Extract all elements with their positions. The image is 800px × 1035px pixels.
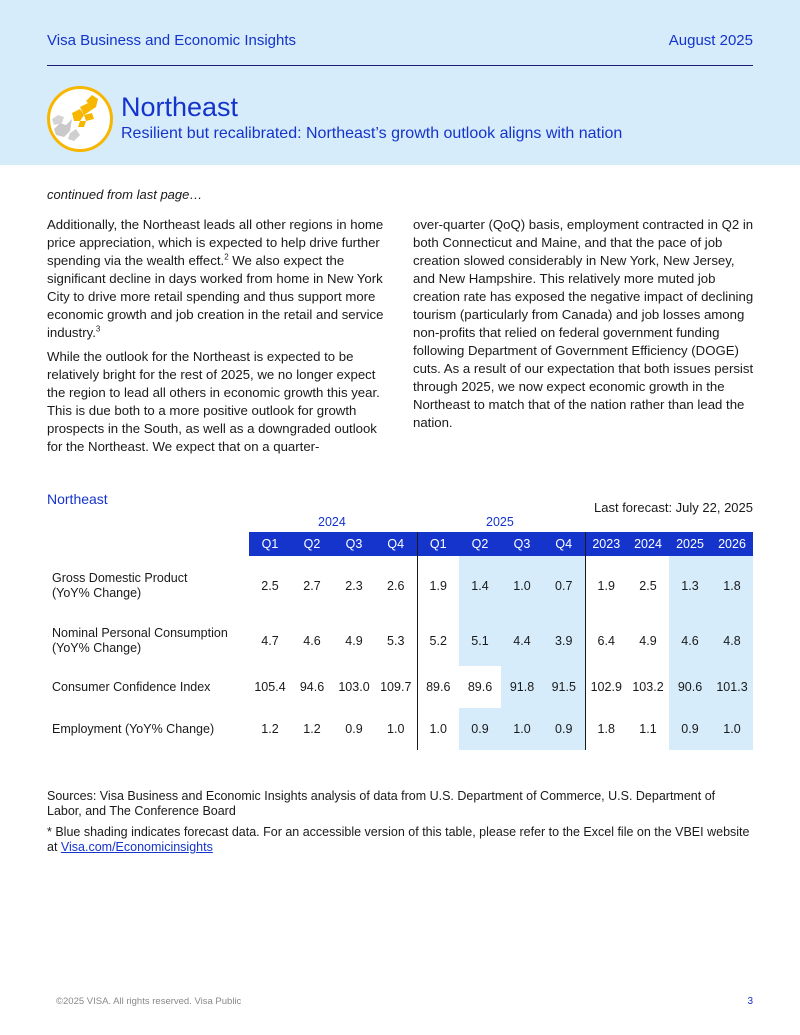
cell-forecast: 0.9 bbox=[543, 708, 585, 750]
cell: 2.7 bbox=[303, 579, 321, 593]
footnote-ref-2: 2 bbox=[224, 252, 229, 262]
page-title: Northeast bbox=[121, 92, 239, 122]
cell: 1.9 bbox=[585, 556, 627, 616]
shading-note bbox=[47, 825, 753, 855]
table-row bbox=[47, 708, 753, 750]
cell: 103.2 bbox=[632, 680, 664, 694]
page-subtitle: Resilient but recalibrated: Northeast’s growth outlook aligns with nation bbox=[121, 125, 623, 142]
cell: 2.5 bbox=[639, 579, 657, 593]
row-label: Nominal Personal Consumption (YoY% Change) bbox=[52, 626, 228, 655]
col-header: Q1 bbox=[417, 532, 459, 556]
table-title: Northeast bbox=[47, 491, 108, 507]
forecast-table bbox=[47, 532, 753, 750]
col-header: Q4 bbox=[375, 532, 417, 556]
table-row bbox=[47, 666, 753, 708]
cell-forecast: 1.0 bbox=[501, 556, 543, 616]
header-blank bbox=[47, 532, 249, 556]
paragraph-1-text-cont: We also expect the significant decline in days worked from home in New York City to drive more retail spending and thus support more economic growth and job creation in the retail and service industry. bbox=[47, 253, 384, 340]
cell-forecast: 5.1 bbox=[459, 616, 501, 666]
col-header: Q1 bbox=[249, 532, 291, 556]
cell: 2.5 bbox=[261, 579, 279, 593]
right-column bbox=[413, 216, 758, 438]
cell: 1.2 bbox=[303, 722, 321, 736]
cell-forecast: 4.6 bbox=[669, 616, 711, 666]
col-header: Q3 bbox=[501, 532, 543, 556]
paragraph-1-text: Additionally, the Northeast leads all other regions in home price appreciation, which is expected to help drive further spending via the wealth effect. bbox=[47, 217, 384, 268]
cell: 1.2 bbox=[261, 722, 279, 736]
footnote-ref-3: 3 bbox=[95, 324, 101, 334]
continued-note: continued from last page… bbox=[47, 187, 203, 202]
col-header: Q3 bbox=[333, 532, 375, 556]
shading-note-text: * Blue shading indicates forecast data. For an accessible version of this table, please refer to the Excel file on the VBEI website at bbox=[47, 825, 750, 854]
cell: 103.0 bbox=[338, 680, 370, 694]
row-label: Gross Domestic Product (YoY% Change) bbox=[52, 571, 188, 600]
cell-forecast: 1.0 bbox=[501, 708, 543, 750]
cell: 89.6 bbox=[467, 680, 493, 694]
row-label: Consumer Confidence Index bbox=[52, 679, 211, 694]
report-date: August 2025 bbox=[668, 32, 753, 49]
brand-name: Visa Business and Economic Insights bbox=[47, 32, 297, 49]
cell-forecast: 91.5 bbox=[543, 666, 585, 708]
cell: 102.9 bbox=[585, 666, 627, 708]
cell: 0.9 bbox=[345, 722, 363, 736]
cell: 1.0 bbox=[387, 722, 405, 736]
cell: 109.7 bbox=[380, 680, 412, 694]
table-header-row bbox=[47, 532, 753, 556]
cell: 89.6 bbox=[417, 666, 459, 708]
cell-forecast: 1.8 bbox=[711, 556, 753, 616]
cell: 94.6 bbox=[299, 680, 325, 694]
page-number: 3 bbox=[747, 996, 753, 1007]
cell-forecast: 0.9 bbox=[459, 708, 501, 750]
cell: 1.0 bbox=[417, 708, 459, 750]
cell-forecast: 90.6 bbox=[669, 666, 711, 708]
cell: 1.8 bbox=[585, 708, 627, 750]
col-header: Q2 bbox=[459, 532, 501, 556]
sources-note: Sources: Visa Business and Economic Insights analysis of data from U.S. Department of Commerce, U.S. Department of Labor, and The Conference Board bbox=[47, 789, 716, 818]
paragraph-1 bbox=[47, 216, 387, 342]
table-row bbox=[47, 556, 753, 616]
cell-forecast: 1.0 bbox=[711, 708, 753, 750]
cell: 105.4 bbox=[254, 680, 286, 694]
col-header: 2025 bbox=[669, 532, 711, 556]
col-header: 2024 bbox=[627, 532, 669, 556]
cell: 5.3 bbox=[387, 634, 405, 648]
cell: 6.4 bbox=[585, 616, 627, 666]
cell-forecast: 1.3 bbox=[669, 556, 711, 616]
year-header-2024: 2024 bbox=[318, 515, 346, 529]
cell-forecast: 1.4 bbox=[459, 556, 501, 616]
paragraph-2: While the outlook for the Northeast is expected to be relatively bright for the rest of 2025, we no longer expect the region to lead all others in economic growth this year. This is due both to a more positive outlook for growth prospects in the South, as well as a downgraded outlook for the Northeast. We expect that on a quarter- bbox=[47, 349, 380, 454]
vbei-website-link[interactable]: Visa.com/Economicinsights bbox=[60, 840, 213, 854]
cell: 5.2 bbox=[417, 616, 459, 666]
cell-forecast: 91.8 bbox=[501, 666, 543, 708]
cell-forecast: 4.4 bbox=[501, 616, 543, 666]
left-column bbox=[47, 216, 387, 462]
cell-forecast: 0.9 bbox=[669, 708, 711, 750]
table-row bbox=[47, 616, 753, 666]
col-header: 2026 bbox=[711, 532, 753, 556]
copyright-footer: ©2025 VISA. All rights reserved. Visa Public bbox=[56, 996, 242, 1007]
northeast-map-icon bbox=[47, 86, 113, 152]
cell-forecast: 3.9 bbox=[543, 616, 585, 666]
cell: 2.3 bbox=[345, 579, 363, 593]
cell: 2.6 bbox=[387, 579, 405, 593]
paragraph-3: over-quarter (QoQ) basis, employment contracted in Q2 in both Connecticut and Maine, and that the pace of job creation slowed considerably in New York, New Jersey, and New Hampshire. This relatively more muted job creation rate has exposed the negative impact of declining tourism (particularly from Canada) and job losses among non-profits that relied on federal government funding following Department of Government Efficiency (DOGE) cuts. As a result of our expectation that both issues persist through 2025, we now expect economic growth in the Northeast to match that of the nation rather than lead the nation. bbox=[413, 217, 754, 430]
col-header: Q4 bbox=[543, 532, 585, 556]
col-header: Q2 bbox=[291, 532, 333, 556]
header-divider bbox=[47, 65, 753, 66]
cell: 1.9 bbox=[417, 556, 459, 616]
cell-forecast: 4.8 bbox=[711, 616, 753, 666]
cell: 4.7 bbox=[261, 634, 279, 648]
cell-forecast: 101.3 bbox=[711, 666, 753, 708]
cell: 4.9 bbox=[345, 634, 363, 648]
cell-forecast: 0.7 bbox=[543, 556, 585, 616]
row-label: Employment (YoY% Change) bbox=[52, 721, 215, 736]
cell: 4.9 bbox=[639, 634, 657, 648]
cell: 4.6 bbox=[303, 634, 321, 648]
year-header-2025: 2025 bbox=[486, 515, 514, 529]
last-forecast-date: Last forecast: July 22, 2025 bbox=[594, 500, 753, 515]
cell: 1.1 bbox=[639, 722, 657, 736]
col-header: 2023 bbox=[585, 532, 627, 556]
